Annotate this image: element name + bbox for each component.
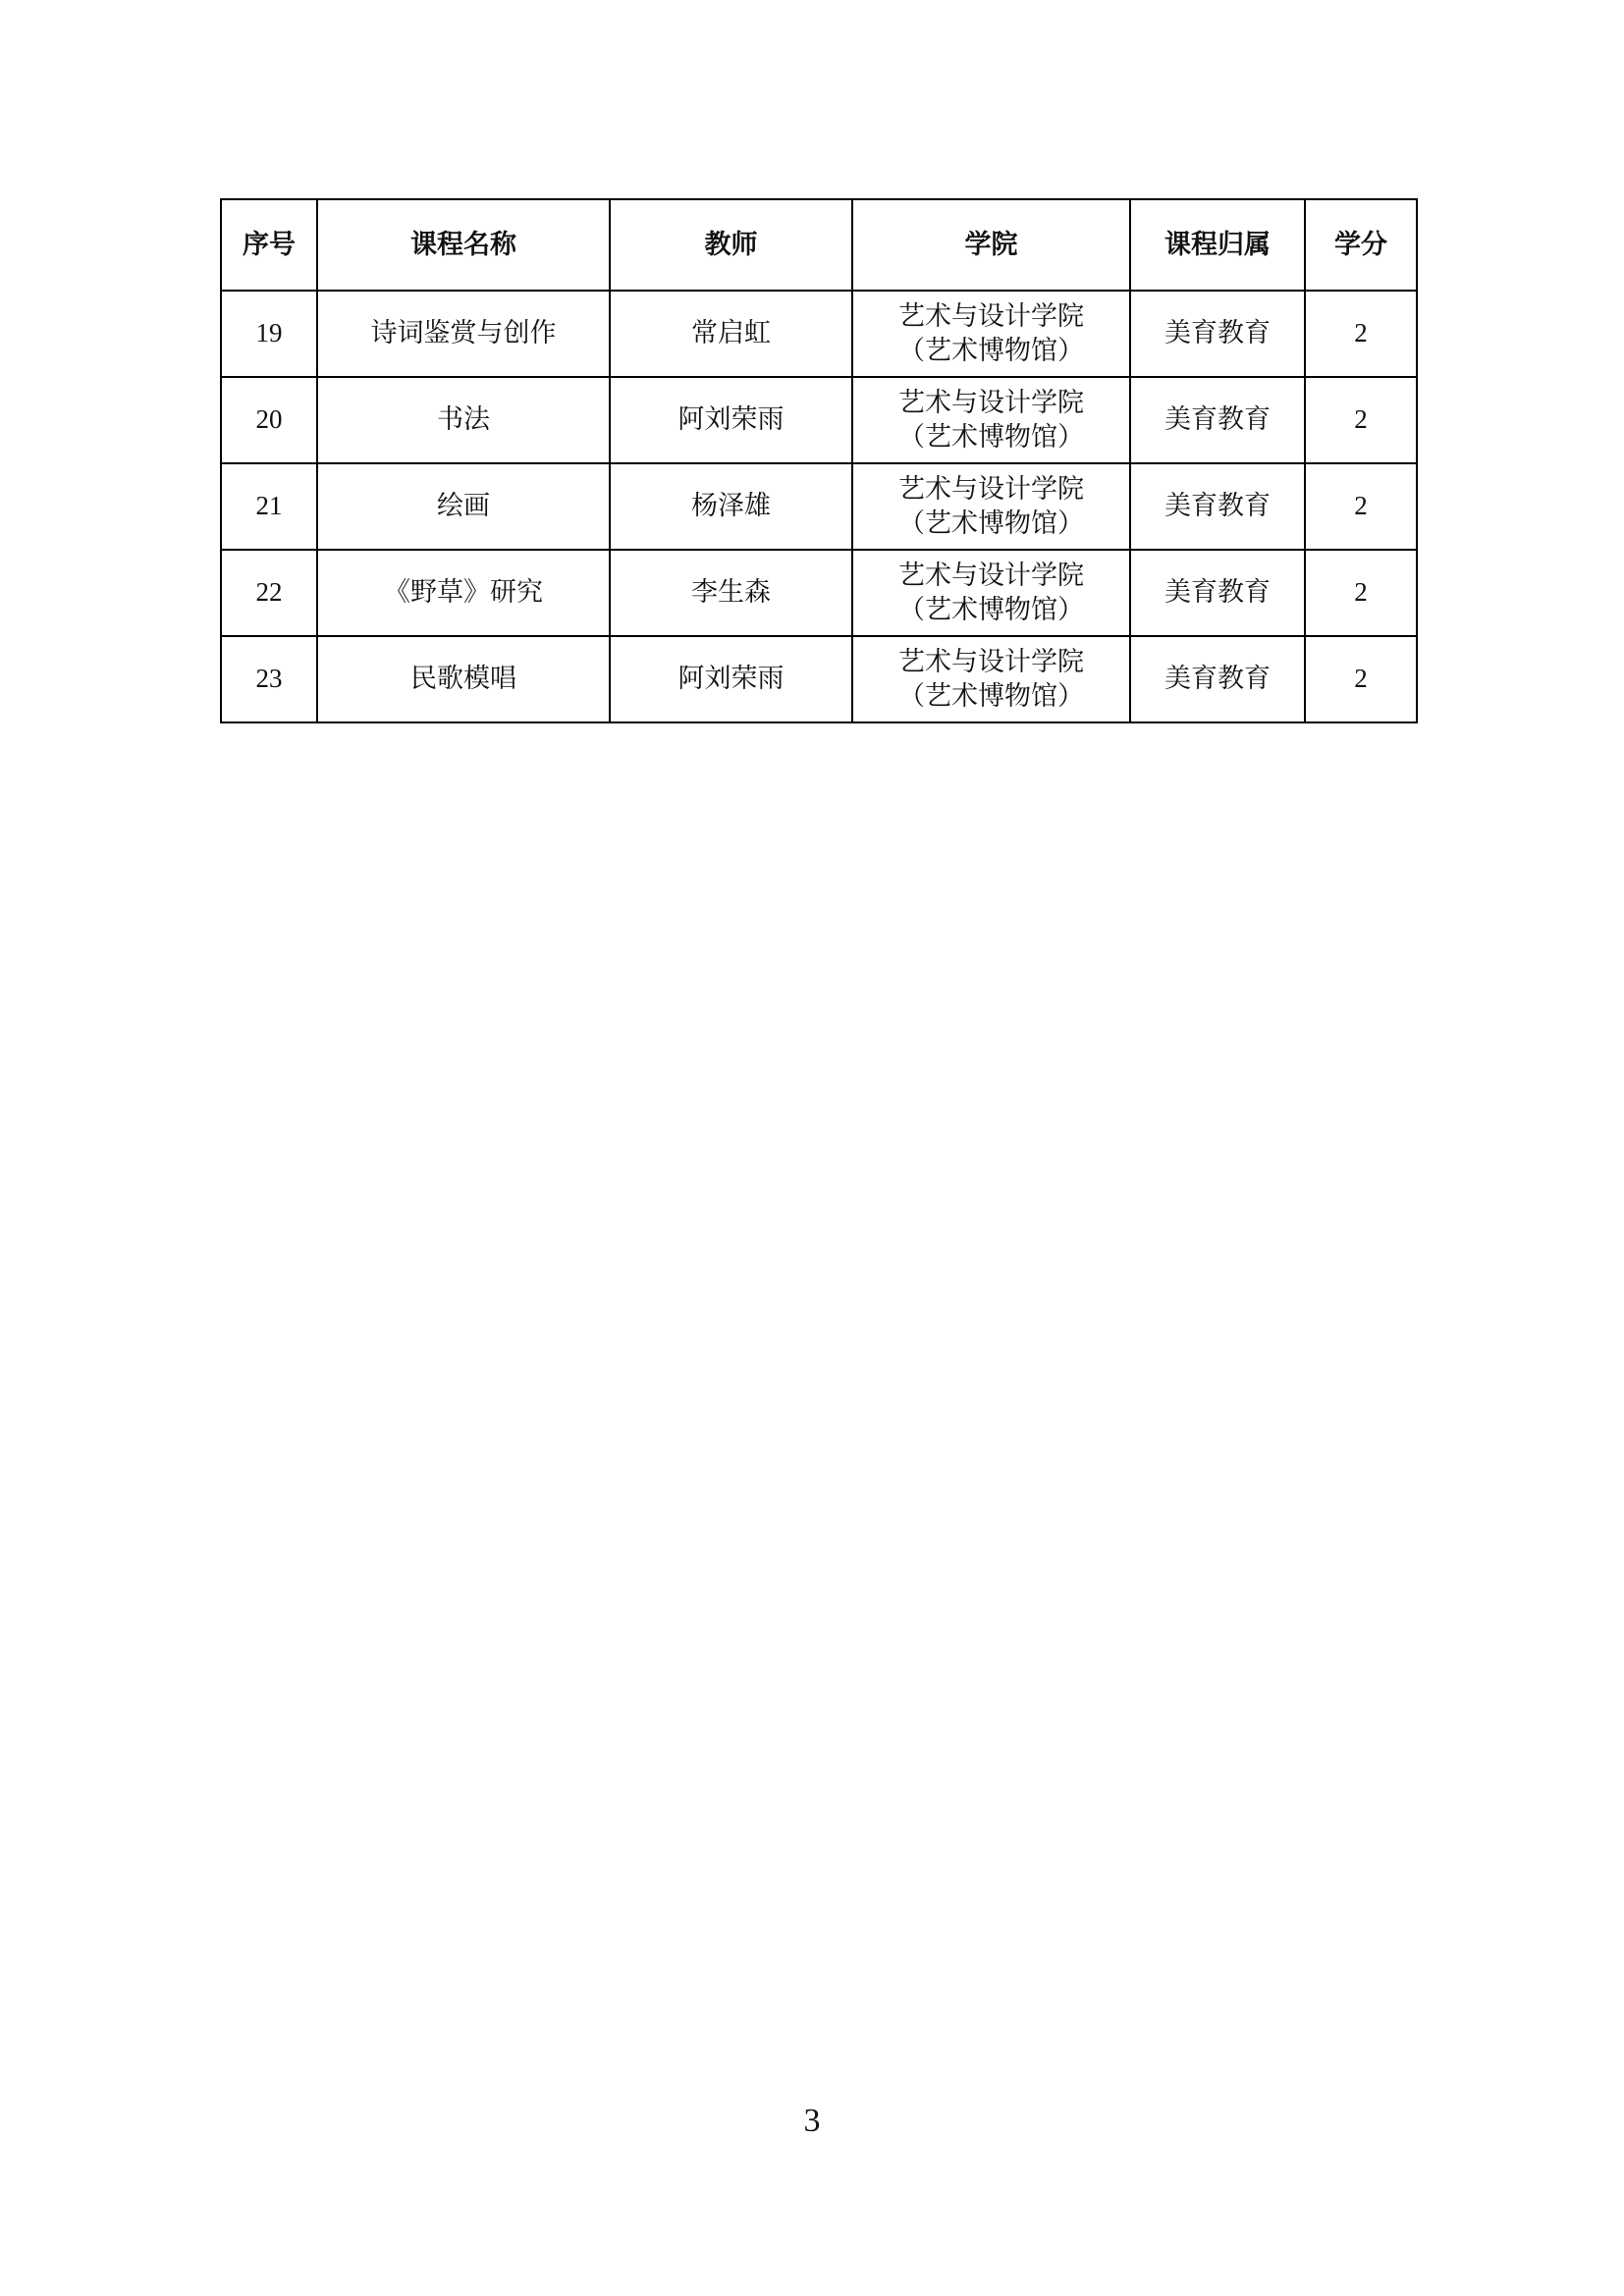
table-row [221,463,1417,550]
college-name: 艺术与设计学院 [898,646,1084,677]
college-name: 艺术与设计学院 [898,473,1084,505]
row-teacher: 杨泽雄 [610,463,852,550]
row-college [852,550,1130,636]
college-subname: （艺术博物馆） [898,336,1084,366]
college-name: 艺术与设计学院 [898,560,1084,591]
row-index: 23 [221,636,317,722]
header-row [221,199,1417,291]
row-course: 绘画 [317,463,610,550]
row-course: 书法 [317,377,610,463]
course-table-body [221,291,1417,722]
row-college [852,377,1130,463]
table-row [221,636,1417,722]
row-college [852,291,1130,377]
row-credit: 2 [1305,377,1417,463]
row-category: 美育教育 [1130,550,1305,636]
row-credit: 2 [1305,636,1417,722]
college-subname: （艺术博物馆） [898,422,1084,453]
college-name: 艺术与设计学院 [898,300,1084,332]
row-index: 20 [221,377,317,463]
row-category: 美育教育 [1130,377,1305,463]
row-credit: 2 [1305,291,1417,377]
college-name: 艺术与设计学院 [898,387,1084,418]
college-subname: （艺术博物馆） [898,595,1084,625]
header-college: 学院 [852,199,1130,291]
row-college [852,636,1130,722]
page-number: 3 [803,2103,821,2139]
row-credit: 2 [1305,550,1417,636]
row-teacher: 阿刘荣雨 [610,377,852,463]
row-index: 22 [221,550,317,636]
row-category: 美育教育 [1130,463,1305,550]
row-teacher: 阿刘荣雨 [610,636,852,722]
row-course: 诗词鉴赏与创作 [317,291,610,377]
row-category: 美育教育 [1130,636,1305,722]
row-category: 美育教育 [1130,291,1305,377]
row-teacher: 李生森 [610,550,852,636]
row-credit: 2 [1305,463,1417,550]
header-credit: 学分 [1305,199,1417,291]
row-college [852,463,1130,550]
row-index: 19 [221,291,317,377]
row-course: 《野草》研究 [317,550,610,636]
table-row [221,550,1417,636]
header-teacher: 教师 [610,199,852,291]
row-teacher: 常启虹 [610,291,852,377]
row-index: 21 [221,463,317,550]
row-course: 民歌模唱 [317,636,610,722]
table-row [221,377,1417,463]
table-row [221,291,1417,377]
college-subname: （艺术博物馆） [898,681,1084,712]
header-index: 序号 [221,199,317,291]
course-table [220,198,1418,723]
college-subname: （艺术博物馆） [898,508,1084,539]
header-category: 课程归属 [1130,199,1305,291]
course-table-header [221,199,1417,291]
header-course: 课程名称 [317,199,610,291]
